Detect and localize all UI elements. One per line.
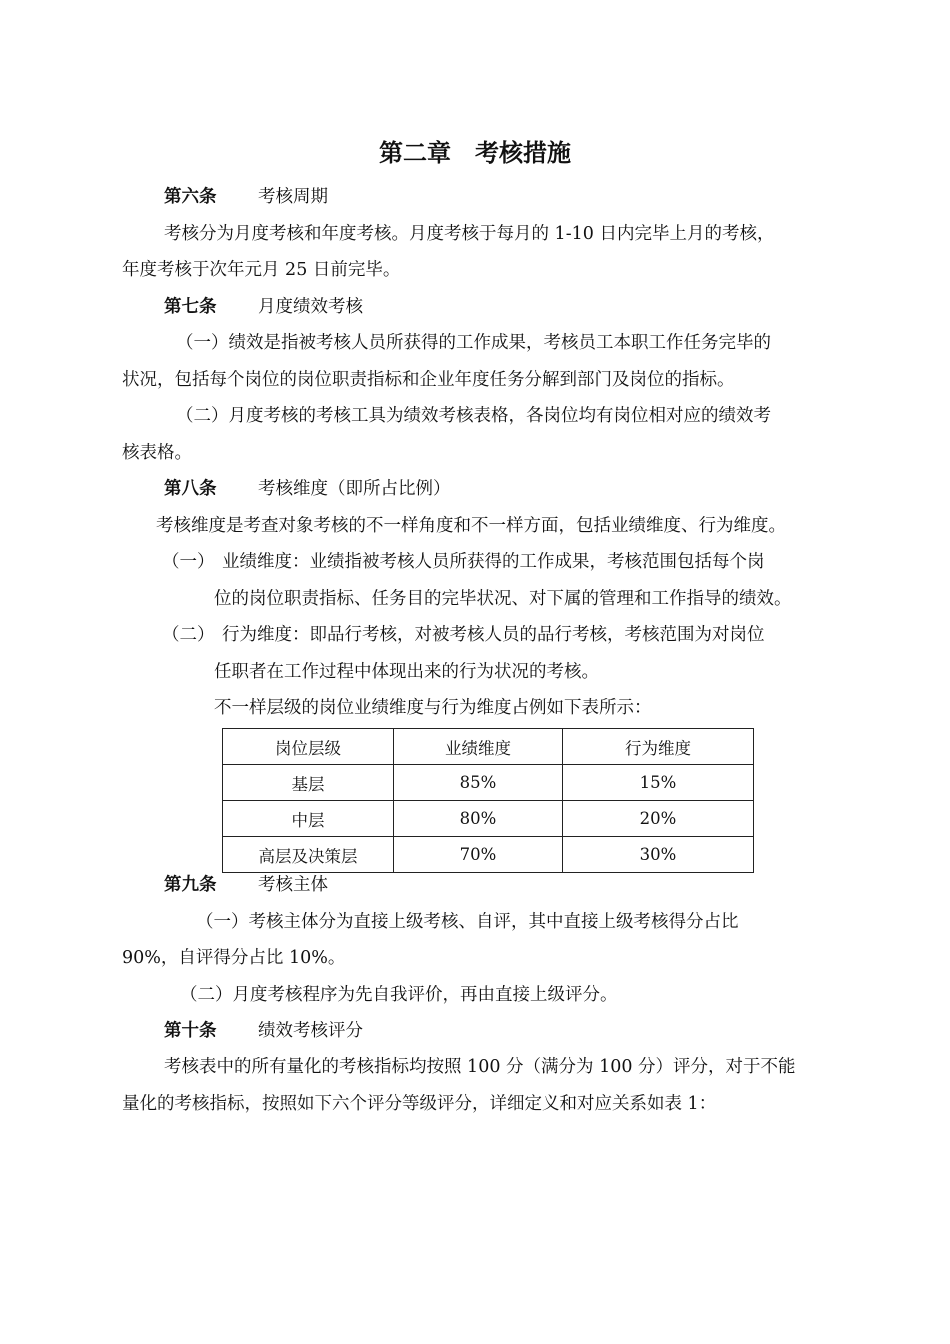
paragraph-line: 90%，自评得分占比 10%。 [122, 948, 346, 968]
paragraph-line: 年度考核于次年元月 25 日前完毕。 [122, 260, 401, 280]
article-number: 第六条 [164, 187, 217, 207]
article-title: 月度绩效考核 [258, 297, 363, 317]
table-header-cell: 行为维度 [563, 729, 754, 765]
table-row [223, 765, 754, 801]
article-number: 第十条 [164, 1021, 217, 1041]
table-cell: 70% [394, 837, 563, 873]
table-cell: 30% [563, 837, 754, 873]
article-number: 第九条 [164, 875, 217, 895]
article-number: 第七条 [164, 297, 217, 317]
table-caption: 不一样层级的岗位业绩维度与行为维度占例如下表所示： [214, 698, 652, 718]
paragraph-line: 任职者在工作过程中体现出来的行为状况的考核。 [214, 662, 599, 682]
article-number: 第八条 [164, 479, 217, 499]
table-cell: 80% [394, 801, 563, 837]
table-cell: 中层 [223, 801, 394, 837]
paragraph-line: 考核分为月度考核和年度考核。月度考核于每月的 1-10 日内完毕上月的考核， [164, 224, 775, 244]
article-7-heading [164, 295, 363, 319]
table-header-row [223, 729, 754, 765]
paragraph-line: 行为维度：即品行考核，对被考核人员的品行考核，考核范围为对岗位 [222, 625, 765, 645]
chapter-title: 第二章 考核措施 [379, 139, 571, 167]
table-header-cell: 业绩维度 [394, 729, 563, 765]
paragraph-line: 量化的考核指标，按照如下六个评分等级评分，详细定义和对应关系如表 1： [122, 1094, 717, 1114]
list-marker: （二） [162, 625, 215, 645]
table-row [223, 837, 754, 873]
article-title: 考核主体 [258, 875, 328, 895]
paragraph-line: （一）考核主体分为直接上级考核、自评，其中直接上级考核得分占比 [196, 912, 739, 932]
table-cell: 15% [563, 765, 754, 801]
paragraph-line: 考核维度是考查对象考核的不一样角度和不一样方面，包括业绩维度、行为维度。 [156, 516, 786, 536]
article-8-heading [164, 477, 451, 501]
table-cell: 20% [563, 801, 754, 837]
paragraph-line: （一）绩效是指被考核人员所获得的工作成果，考核员工本职工作任务完毕的 [176, 333, 771, 353]
article-10-heading [164, 1019, 363, 1043]
table-row [223, 801, 754, 837]
paragraph-line: 业绩维度：业绩指被考核人员所获得的工作成果，考核范围包括每个岗 [222, 552, 765, 572]
article-title: 考核维度（即所占比例） [258, 479, 451, 499]
paragraph-line: 考核表中的所有量化的考核指标均按照 100 分（满分为 100 分）评分，对于不能 [164, 1057, 796, 1077]
table-cell: 85% [394, 765, 563, 801]
table-cell: 高层及决策层 [223, 837, 394, 873]
paragraph-line: 状况，包括每个岗位的岗位职责指标和企业年度任务分解到部门及岗位的指标。 [122, 370, 735, 390]
paragraph-line: （二）月度考核程序为先自我评价，再由直接上级评分。 [180, 985, 618, 1005]
paragraph-line: 核表格。 [122, 443, 192, 463]
article-title: 绩效考核评分 [258, 1021, 363, 1041]
paragraph-line: 位的岗位职责指标、任务目的完毕状况、对下属的管理和工作指导的绩效。 [214, 589, 792, 609]
article-6-heading [164, 185, 328, 209]
table-cell: 基层 [223, 765, 394, 801]
article-9-heading [164, 873, 328, 897]
paragraph-line: （二）月度考核的考核工具为绩效考核表格，各岗位均有岗位相对应的绩效考 [176, 406, 771, 426]
list-marker: （一） [162, 552, 215, 572]
article-title: 考核周期 [258, 187, 328, 207]
table-header-cell: 岗位层级 [223, 729, 394, 765]
dimension-ratio-table [222, 728, 754, 873]
